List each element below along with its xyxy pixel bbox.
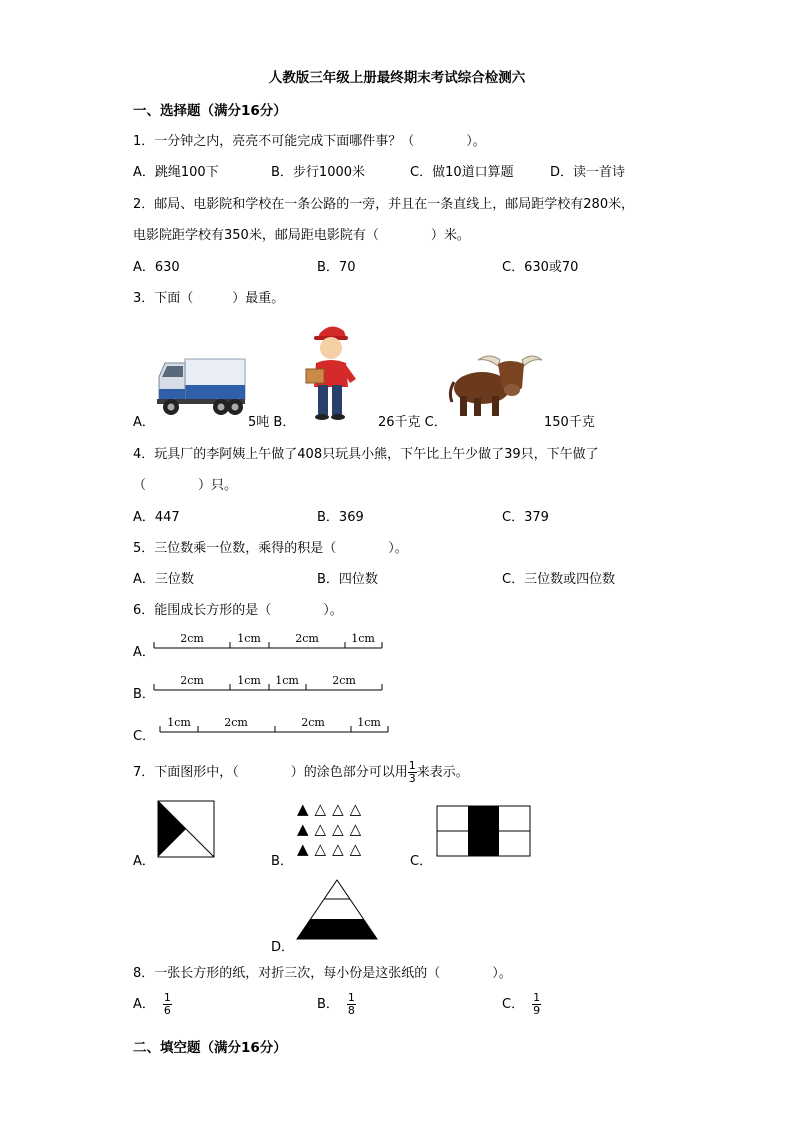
frac-denominator: 3 <box>408 772 416 785</box>
q4-option-b: B．369 <box>317 510 364 525</box>
q7-option-d-letter: D． <box>271 940 295 955</box>
q5-option-a: A．三位数 <box>133 572 194 587</box>
q2-option-a: A．630 <box>133 260 180 275</box>
q5-option-b: B．四位数 <box>317 572 378 587</box>
frac-numerator: 1 <box>347 991 355 1004</box>
triangle-row: ▲△△△ <box>297 800 368 818</box>
q8-option-b <box>317 992 356 1017</box>
q7-option-b-letter: B． <box>271 854 293 869</box>
q4-option-c: C．379 <box>502 510 549 525</box>
q1-option-d: D．读一首诗 <box>550 165 626 180</box>
q1-option-a: A．跳绳100下 <box>133 165 219 180</box>
triangle-row: ▲△△△ <box>297 840 368 858</box>
q7-stem-after: 来表示。 <box>416 765 469 780</box>
q6-option-b-segments <box>152 674 387 696</box>
frac-numerator: 1 <box>533 991 541 1004</box>
q2-option-c: C．630或70 <box>502 260 579 275</box>
q3-option-c-label: 26千克 C． <box>378 415 447 430</box>
option-letter: C． <box>502 997 525 1012</box>
question-4-stem-line2: （ ）只。 <box>133 478 238 493</box>
q3-option-c-weight: 150千克 <box>544 415 595 430</box>
frac-denominator: 6 <box>163 1004 171 1017</box>
seg-label: 2cm <box>332 674 356 687</box>
q8-option-a <box>133 992 172 1017</box>
q7-option-c-figure <box>436 805 532 859</box>
q7-option-c-letter: C． <box>410 854 433 869</box>
seg-label: 2cm <box>301 716 325 729</box>
question-7-stem <box>133 760 469 785</box>
q7-option-b-figure <box>297 799 367 859</box>
q7-option-a-letter: A． <box>133 854 155 869</box>
question-8-stem: 8．一张长方形的纸，对折三次，每小份是这张纸的（ ）。 <box>133 966 512 981</box>
triangle-row: ▲△△△ <box>297 820 368 838</box>
q7-option-d-figure <box>296 878 380 942</box>
q3-option-b-label: 5吨 B． <box>248 415 296 430</box>
q5-option-c: C．三位数或四位数 <box>502 572 616 587</box>
q6-option-a-segments <box>152 632 387 654</box>
q1-option-c: C．做10道口算题 <box>410 165 514 180</box>
question-1-stem: 1．一分钟之内，亮亮不可能完成下面哪件事？（ ）。 <box>133 134 486 149</box>
q7-fraction <box>408 760 417 785</box>
question-5-stem: 5．三位数乘一位数，乘得的积是（ ）。 <box>133 541 408 556</box>
seg-label: 1cm <box>237 632 261 645</box>
frac-denominator: 8 <box>347 1004 355 1017</box>
q7-option-a-figure <box>157 800 217 860</box>
question-6-stem: 6．能围成长方形的是（ ）。 <box>133 603 343 618</box>
option-letter: A． <box>133 997 155 1012</box>
seg-label: 2cm <box>295 632 319 645</box>
frac-numerator: 1 <box>408 759 416 772</box>
ox-image <box>448 352 544 420</box>
frac-denominator: 9 <box>533 1004 541 1017</box>
q8-option-c <box>502 992 541 1017</box>
q1-option-b: B．步行1000米 <box>271 165 366 180</box>
option-letter: B． <box>317 997 339 1012</box>
section-heading-choice: 一、选择题（满分16分） <box>133 103 287 119</box>
q6-option-c-segments <box>158 716 393 738</box>
q8-c-fraction <box>532 992 541 1017</box>
q6-option-c-letter: C． <box>133 729 156 744</box>
q2-option-b: B．70 <box>317 260 356 275</box>
q6-option-b-letter: B． <box>133 687 155 702</box>
q8-b-fraction <box>347 992 356 1017</box>
seg-label: 2cm <box>180 674 204 687</box>
question-2-stem-line1: 2．邮局、电影院和学校在一条公路的一旁，并且在一条直线上，邮局距学校有280米， <box>133 197 635 212</box>
seg-label: 1cm <box>351 632 375 645</box>
q4-option-a: A．447 <box>133 510 180 525</box>
question-4-stem-line1: 4．玩具厂的李阿姨上午做了408只玩具小熊，下午比上午少做了39只，下午做了 <box>133 447 599 462</box>
seg-label: 2cm <box>224 716 248 729</box>
seg-label: 1cm <box>237 674 261 687</box>
seg-label: 1cm <box>357 716 381 729</box>
q7-stem-before: 7．下面图形中，（ ）的涂色部分可以用 <box>133 765 408 780</box>
q6-option-a-letter: A． <box>133 645 155 660</box>
courier-person-image <box>300 321 362 421</box>
q8-a-fraction <box>163 992 172 1017</box>
frac-numerator: 1 <box>163 991 171 1004</box>
section-heading-fill-in: 二、填空题（满分16分） <box>133 1040 287 1056</box>
seg-label: 2cm <box>180 632 204 645</box>
page-title: 人教版三年级上册最终期末考试综合检测六 <box>268 70 526 86</box>
seg-label: 1cm <box>167 716 191 729</box>
question-3-stem: 3．下面（ ）最重。 <box>133 291 285 306</box>
q3-option-a-letter: A． <box>133 415 155 430</box>
truck-image <box>155 355 247 421</box>
question-2-stem-line2: 电影院距学校有350米，邮局距电影院有（ ）米。 <box>133 228 470 243</box>
seg-label: 1cm <box>275 674 299 687</box>
